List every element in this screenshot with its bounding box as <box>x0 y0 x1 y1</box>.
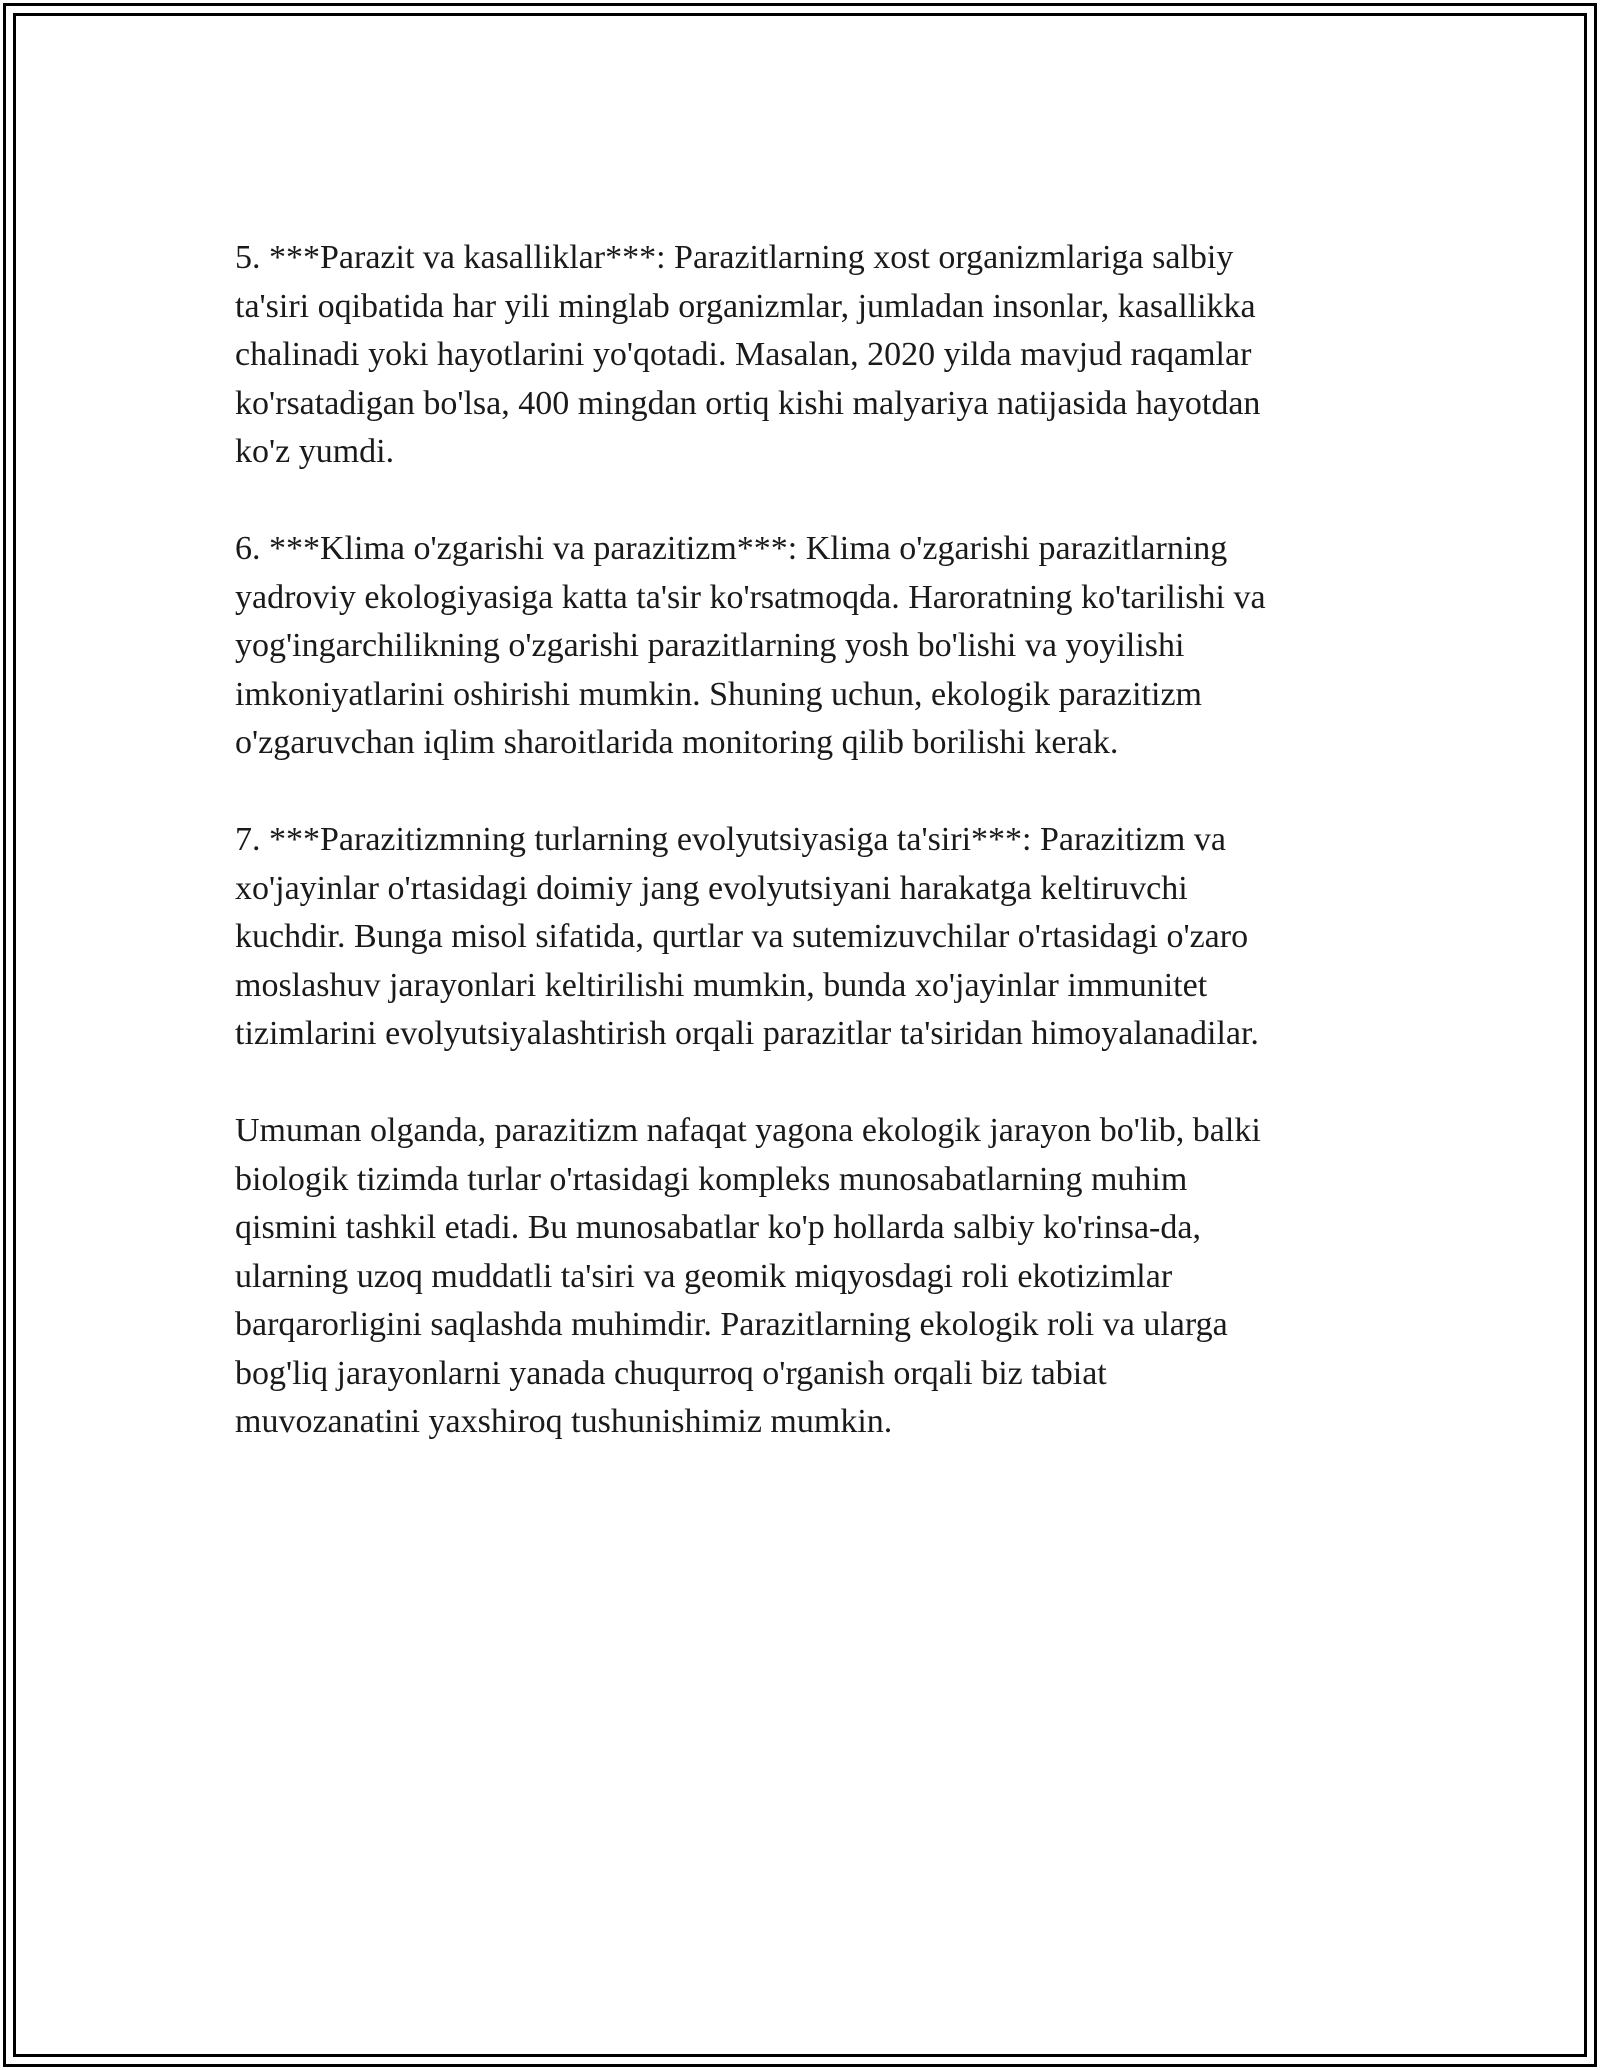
paragraph-parasites-and-diseases: 5. ***Parazit va kasalliklar***: Parazitlarning xost organizmlariga salbiy ta'siri oqibatida har yili minglab organizmlar, jumladan insonlar, kasallikka chalinadi yoki hayotlarini yo'qotadi. Masalan, 2020 yilda mavjud raqamlar ko'rsatadigan bo'lsa, 400 mingdan ortiq kishi malyariya natijasida hayotdan ko'z yumdi. <box>235 239 1261 470</box>
document-body <box>235 234 1365 1447</box>
paragraph-parasitism-and-evolution: 7. ***Parazitizmning turlarning evolyutsiyasiga ta'siri***: Parazitizm va xo'jayinlar o'rtasidagi doimiy jang evolyutsiyani harakatga keltiruvchi kuchdir. Bunga misol sifatida, qurtlar va sutemizuvchilar o'rtasidagi o'zaro moslashuv jarayonlari keltirilishi mumkin, bunda xo'jayinlar immunitet tizimlarini evolyutsiyalashtirish orqali parazitlar ta'siridan himoyalanadilar. <box>235 821 1259 1052</box>
paragraph-climate-change-and-parasitism: 6. ***Klima o'zgarishi va parazitizm***: Klima o'zgarishi parazitlarning yadroviy ekologiyasiga katta ta'sir ko'rsatmoqda. Haroratning ko'tarilishi va yog'ingarchilikning o'zgarishi parazitlarning yosh bo'lishi va yoyilishi imkoniyatlarini oshirishi mumkin. Shuning uchun, ekologik parazitizm o'zgaruvchan iqlim sharoitlarida monitoring qilib borilishi kerak. <box>235 530 1266 761</box>
paragraph-conclusion: Umuman olganda, parazitizm nafaqat yagona ekologik jarayon bo'lib, balki biologik tizimda turlar o'rtasidagi kompleks munosabatlarning muhim qismini tashkil etadi. Bu munosabatlar ko'p hollarda salbiy ko'rinsa-da, ularning uzoq muddatli ta'siri va geomik miqyosdagi roli ekotizimlar barqarorligini saqlashda muhimdir. Parazitlarning ekologik roli va ularga bog'liq jarayonlarni yanada chuqurroq o'rganish orqali biz tabiat muvozanatini yaxshiroq tushunishimiz mumkin. <box>235 1112 1261 1440</box>
